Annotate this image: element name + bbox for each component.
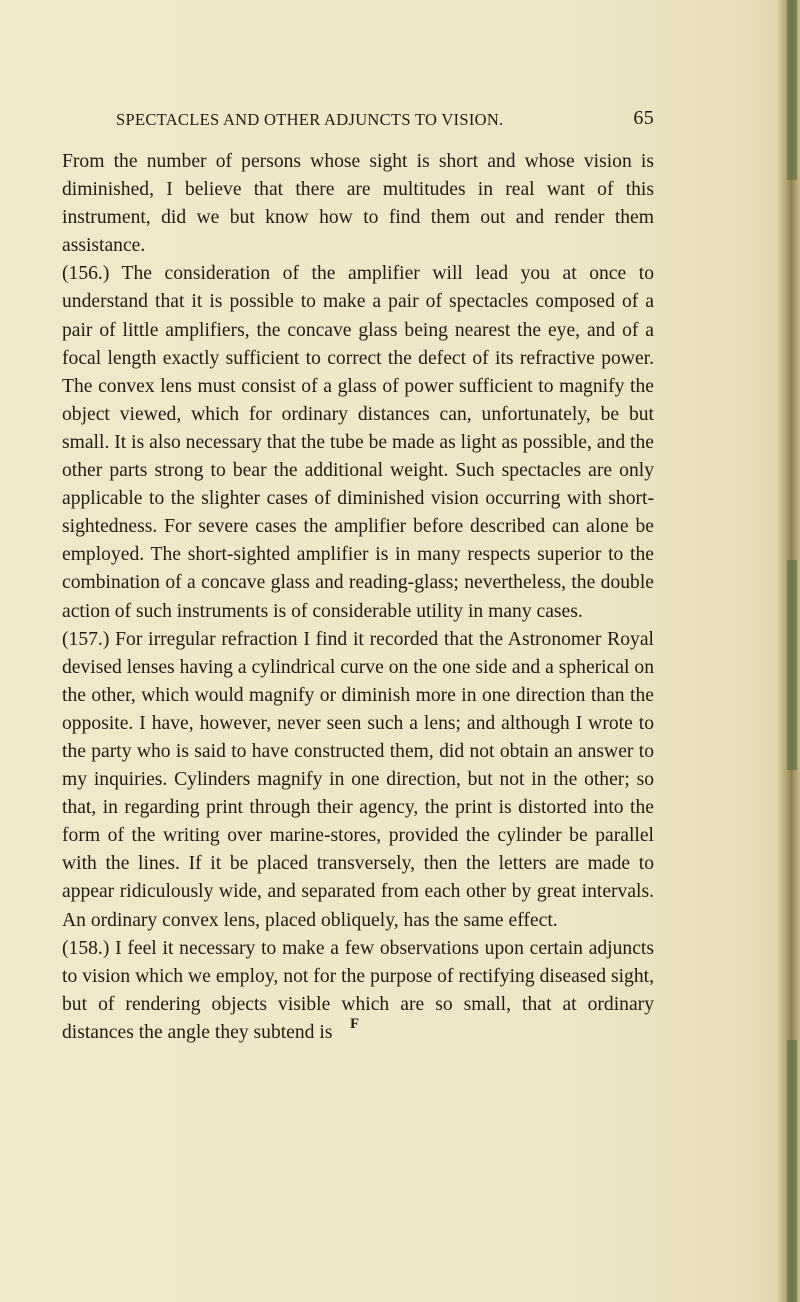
- signature-mark: F: [350, 1016, 360, 1032]
- paragraph-intro: From the number of persons whose sight is short and whose vision is diminished, I believe that there are multitudes in real want of this instrument, did we but know how to find them out and render them assistance.: [62, 151, 654, 257]
- edge-stain: [787, 1040, 797, 1302]
- body-text: [62, 148, 654, 1047]
- page-edge: [778, 0, 800, 1302]
- paragraph-156: (156.) The consideration of the amplifier will lead you at once to understand that it is possible to make a pair of spectacles composed of a pair of little amplifiers, the concave glass being nearest the eye, and of a focal length exactly sufficient to correct the defect of its refractive power. The convex lens must consist of a glass of power sufficient to magnify the object viewed, which for ordinary distances can, unfortunately, be but small. It is also necessary that the tube be made as light as possible, and the other parts strong to bear the additional weight. Such spectacles are only applicable to the slighter cases of diminished vision occurring with short-sightedness. For severe cases the amplifier before described can alone be employed. The short-sighted amplifier is in many respects superior to the combination of a concave glass and reading-glass; nevertheless, the double action of such instruments is of considerable utility in many cases.: [62, 263, 654, 622]
- paragraph-157: (157.) For irregular refraction I find it recorded that the Astronomer Royal devised lenses having a cylindrical curve on the one side and a spherical on the other, which would magnify or diminish more in one direction than the opposite. I have, however, never seen such a lens; and although I wrote to the party who is said to have constructed them, did not obtain an answer to my inquiries. Cylinders magnify in one direction, but not in the other; so that, in regarding print through their agency, the print is distorted into the form of the writing over marine-stores, provided the cylinder be parallel with the lines. If it be placed transversely, then the letters are made to appear ridiculously wide, and separated from each other by great intervals. An ordinary convex lens, placed obliquely, has the same effect.: [62, 628, 654, 931]
- running-head: SPECTACLES AND OTHER ADJUNCTS TO VISION.: [116, 110, 504, 129]
- edge-stain: [787, 0, 797, 180]
- page-header: [116, 107, 654, 140]
- edge-stain: [787, 560, 797, 770]
- page-number: 65: [633, 107, 654, 129]
- paragraph-158: (158.) I feel it necessary to make a few observations upon certain adjuncts to vision which we employ, not for the purpose of rectifying diseased sight, but of rendering objects visible which are so small, that at ordinary distances the angle they subtend is: [62, 937, 654, 1043]
